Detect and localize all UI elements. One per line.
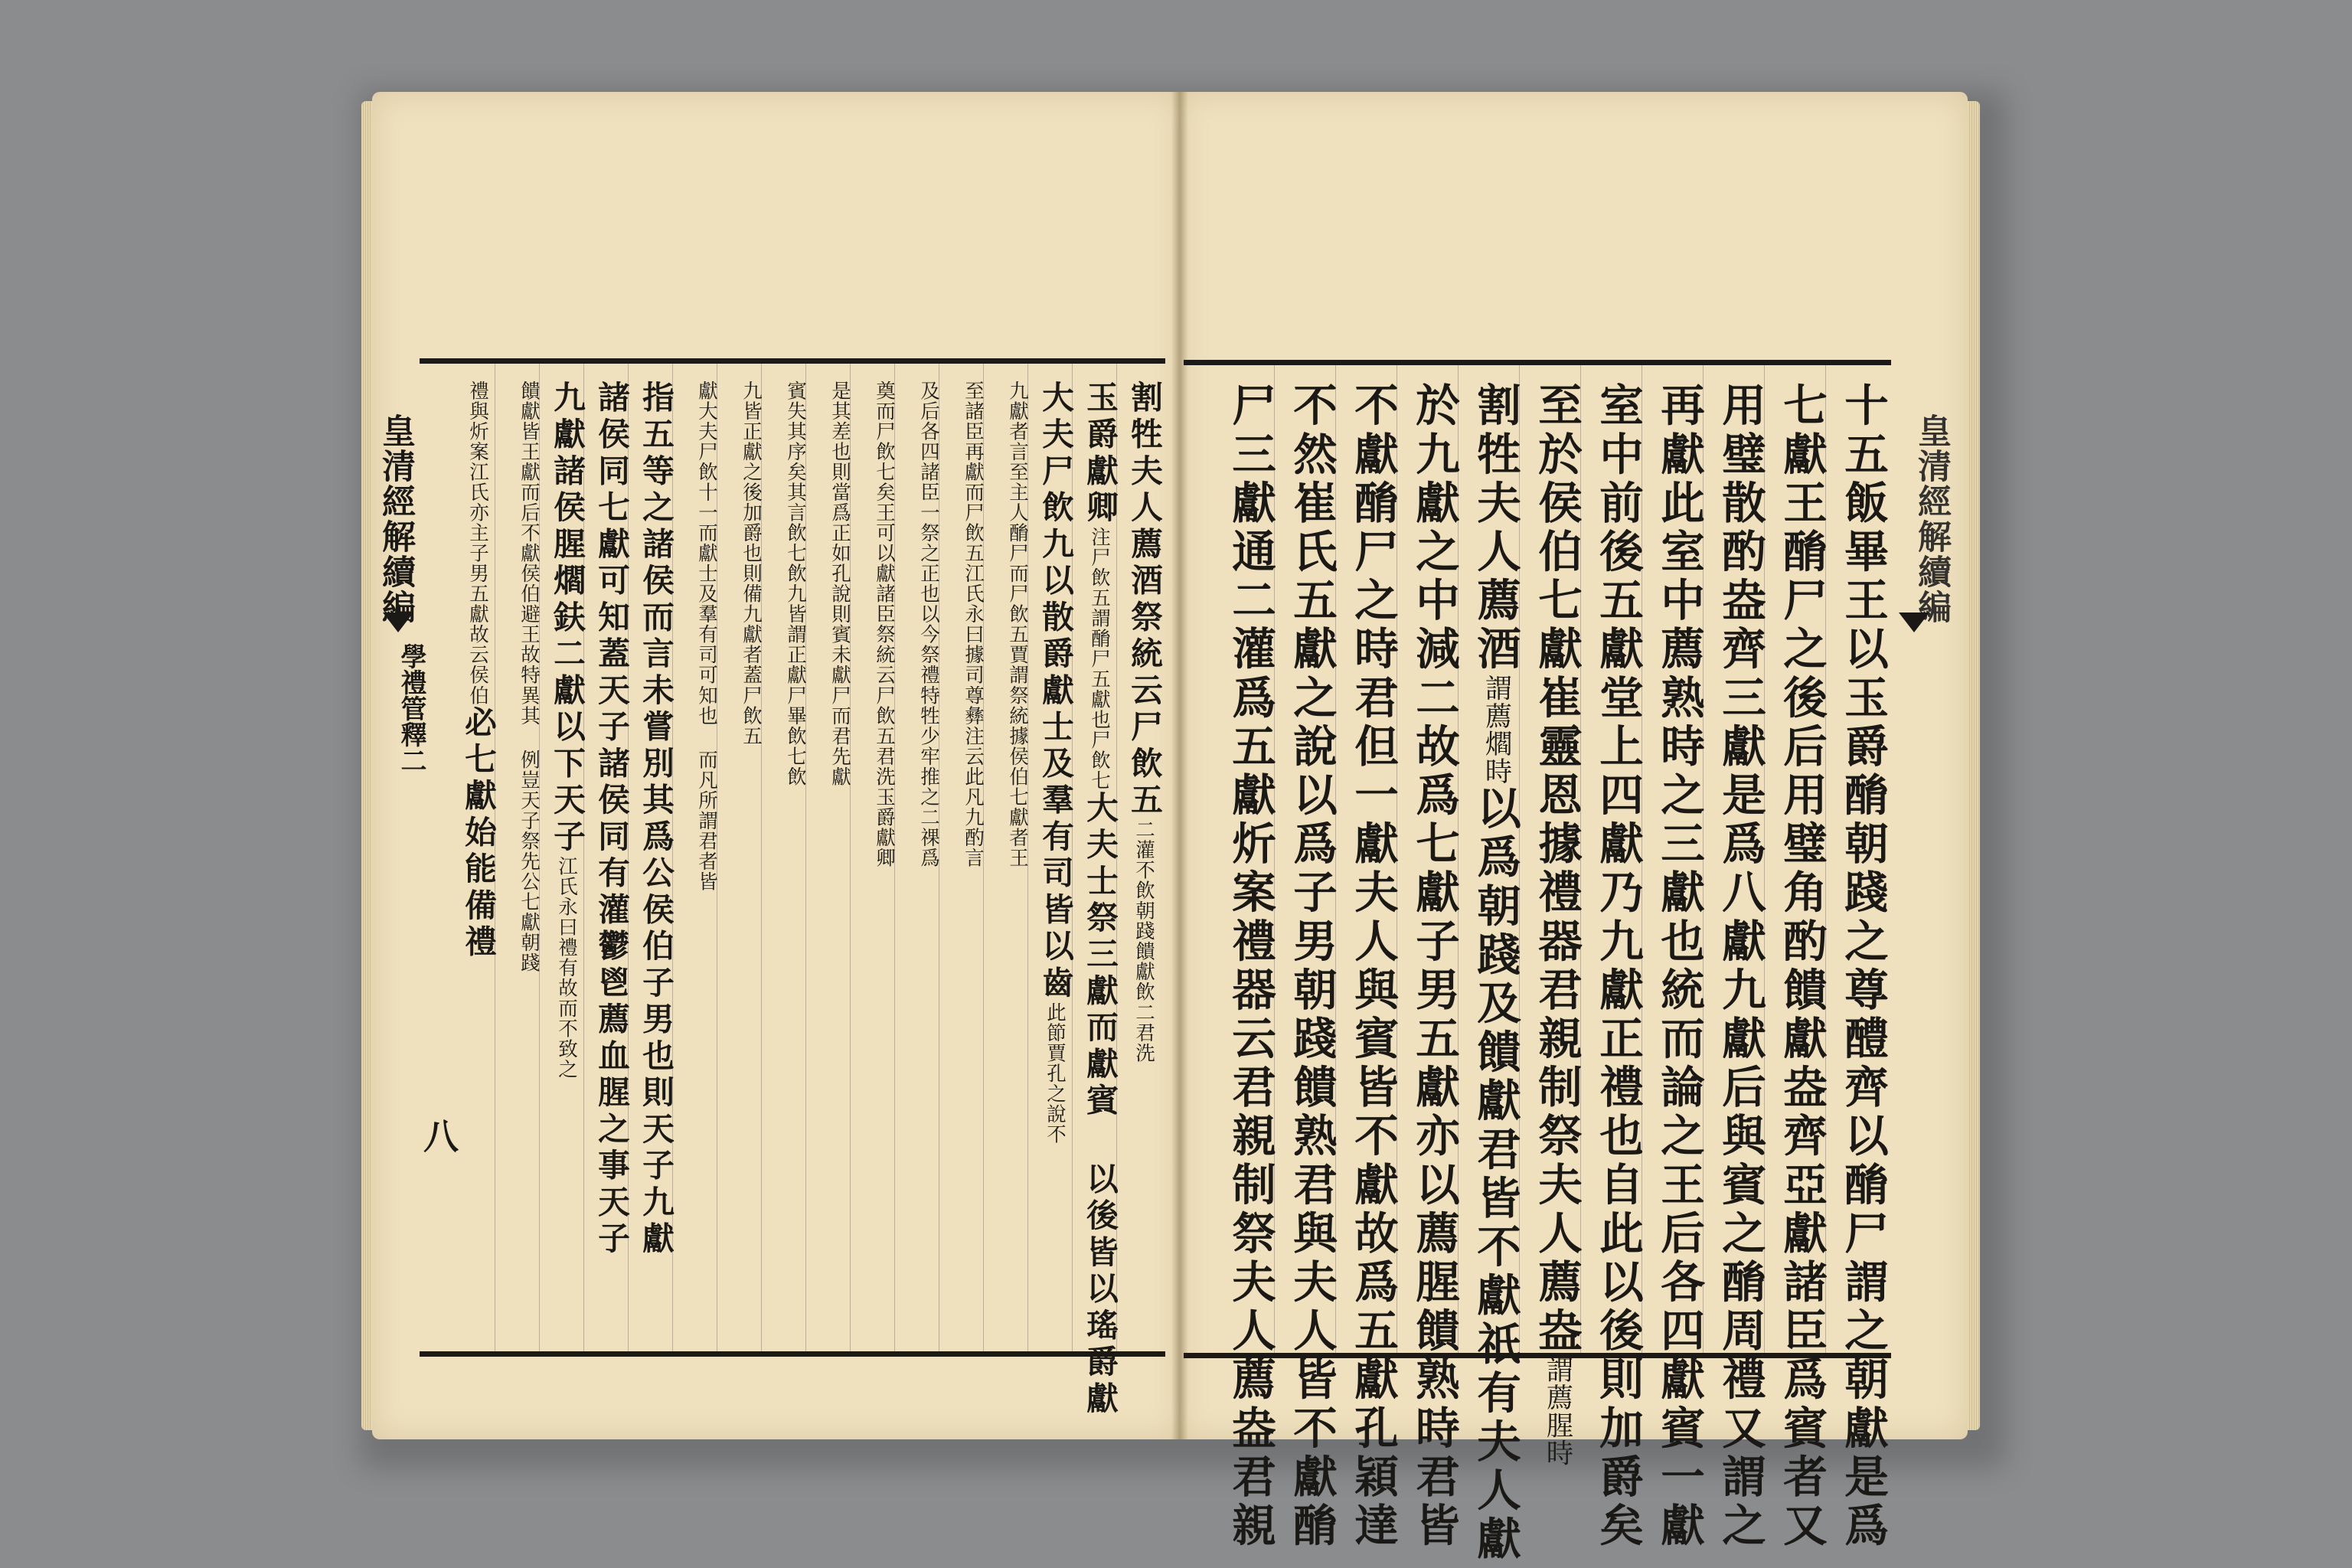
column-tail-text: 大夫士祭三獻而獻賓 以後皆以瑤爵獻 <box>1081 790 1119 1418</box>
main-text: 割牲夫人薦酒祭統云尸飲五 <box>1125 381 1163 820</box>
text-column <box>1396 382 1461 1551</box>
text-column <box>672 381 717 1338</box>
main-text: 不然崔氏五獻之說以爲子男朝踐饋熟君與夫人皆不獻酳 <box>1286 382 1338 1551</box>
main-text: 玉爵獻卿 <box>1081 381 1119 528</box>
right-margin-title: 皇清經解續編 <box>1912 413 1951 625</box>
text-column <box>1027 381 1072 1338</box>
fishtail-mark-icon <box>1899 612 1929 632</box>
column-rule <box>1703 365 1704 1353</box>
main-text: 九獻諸侯腥爓鈇二獻以下天子 <box>548 381 586 856</box>
commentary-text: 九獻者言至主人酳尸而尸飲五賈謂祭統據侯伯七獻者王 <box>1006 381 1029 868</box>
text-column <box>1458 382 1522 1565</box>
text-column <box>539 381 586 1338</box>
text-column <box>1580 382 1645 1551</box>
text-column <box>1642 382 1706 1551</box>
main-text: 用璧散酌盎齊三獻是爲八獻九獻后與賓之酳周禮又謂之 <box>1715 382 1767 1551</box>
text-column <box>1213 382 1277 1551</box>
left-page-number: 八 <box>418 1118 459 1153</box>
column-rule <box>539 364 540 1351</box>
column-rule <box>1764 365 1765 1353</box>
text-column <box>1116 381 1161 1338</box>
text-column <box>894 381 939 1338</box>
commentary-text: 至諸臣再獻而尸飲五江氏永曰據司尊彝注云此凡九酌言 <box>962 381 985 868</box>
column-rule <box>1396 365 1397 1353</box>
main-text: 至於侯伯七獻崔靈恩據禮器君親制祭夫人薦盎 <box>1531 382 1583 1356</box>
column-rule <box>983 364 984 1351</box>
commentary-text: 及后各四諸臣一祭之正也以今祭禮特牲少牢推之二祼爲 <box>917 381 940 868</box>
text-column <box>1825 382 1890 1551</box>
text-column <box>1764 382 1828 1551</box>
text-column <box>583 381 628 1338</box>
column-rule <box>850 364 851 1351</box>
text-column <box>1072 381 1119 1418</box>
column-rule <box>1458 365 1459 1353</box>
commentary-text: 禮與炘案江氏亦主子男五獻故云侯伯 <box>466 381 489 706</box>
left-text-frame <box>420 358 1165 1418</box>
column-rule <box>1274 365 1275 1353</box>
column-rule <box>1519 365 1520 1353</box>
left-margin-subtitle: 學禮管釋二 <box>396 643 426 773</box>
commentary-text: 九皆正獻之後加爵也則備九獻者蓋尸飲五 <box>740 381 763 746</box>
text-column <box>628 381 675 1338</box>
text-column <box>983 381 1027 1338</box>
main-text: 於九獻之中減二故爲七獻子男五獻亦以薦腥饋熟時君皆 <box>1409 382 1461 1551</box>
fishtail-mark-icon <box>383 612 413 632</box>
text-column <box>450 381 495 1338</box>
column-rule <box>894 364 895 1351</box>
main-text: 室中前後五獻堂上四獻乃九獻正禮也自此以後則加爵矣 <box>1592 382 1645 1551</box>
commentary-text: 二灌不飲朝踐饋獻飲二君洗 <box>1132 819 1155 1063</box>
commentary-text: 獻大夫尸飲十一而獻士及羣有司可知也 而凡所謂君者皆 <box>695 381 718 892</box>
left-margin-strip <box>375 413 420 1348</box>
text-column <box>1335 382 1400 1551</box>
commentary-text: 是其差也則當爲正如孔說則賓未獻尸而君先獻 <box>828 381 851 787</box>
main-text: 十五飯畢王以玉爵酳朝踐之尊醴齊以酳尸謂之朝獻是爲 <box>1838 382 1890 1551</box>
right-text-frame <box>1184 360 1891 1565</box>
text-column <box>1703 382 1767 1551</box>
commentary-text: 賓失其序矣其言飲七飲九皆謂正獻尸畢飲七飲 <box>784 381 807 787</box>
main-text: 指五等之諸侯而言未嘗別其爲公侯伯子男也則天子九獻 <box>637 381 675 1259</box>
column-rule <box>1027 364 1028 1351</box>
column-rule <box>1072 364 1073 1351</box>
commentary-text: 注尸飲五謂酳尸五獻也尸飲七 <box>1088 527 1111 791</box>
column-rule <box>1335 365 1336 1353</box>
column-rule <box>1580 365 1581 1353</box>
text-column <box>939 381 983 1338</box>
commentary-text: 此節賈孔之說不 <box>1044 1001 1067 1145</box>
column-rule <box>805 364 806 1351</box>
text-column <box>495 381 539 1338</box>
right-margin-strip <box>1911 413 1955 1348</box>
column-rule <box>1825 365 1826 1353</box>
text-column <box>805 381 850 1338</box>
main-text: 再獻此室中薦熟時之三獻也統而論之王后各四獻賓一獻 <box>1654 382 1706 1551</box>
column-rule <box>672 364 673 1351</box>
main-text: 不獻酳尸之時君但一獻夫人與賓皆不獻故爲五獻孔穎達 <box>1348 382 1400 1551</box>
column-rule <box>583 364 584 1351</box>
text-column <box>850 381 894 1338</box>
column-tail-text: 必七獻始能備禮 <box>459 705 497 962</box>
text-column <box>1274 382 1338 1551</box>
text-column <box>717 381 761 1338</box>
column-rule <box>761 364 762 1351</box>
left-margin-title: 皇清經解續編 <box>376 413 415 625</box>
main-text: 割牲夫人薦酒 <box>1470 382 1522 675</box>
main-text: 七獻王酳尸之後后用璧角酌饋獻盎齊亞獻諸臣爲賓者又 <box>1776 382 1828 1551</box>
column-rule <box>1116 364 1117 1351</box>
text-column <box>761 381 805 1338</box>
commentary-text: 謂薦爓時 <box>1481 674 1512 786</box>
text-column <box>1519 382 1583 1467</box>
column-rule <box>628 364 629 1351</box>
main-text: 諸侯同七獻可知蓋天子諸侯同有灌鬱鬯薦血腥之事天子 <box>593 381 630 1259</box>
commentary-text: 謂薦腥時 <box>1542 1356 1573 1467</box>
column-tail-text: 以爲朝踐及饋獻君皆不獻祇有夫人獻 <box>1470 785 1522 1565</box>
commentary-text: 江氏永曰禮有故而不致之 <box>555 855 578 1080</box>
commentary-text: 饋獻皆王獻而后不獻侯伯避王故特異其 例豈天子祭先公七獻朝踐 <box>518 381 541 973</box>
commentary-text: 奠而尸飲七矣王可以獻諸臣祭統云尸飲五君洗玉爵獻卿 <box>873 381 896 868</box>
main-text: 尸三獻通二灌爲五獻炘案禮器云君親制祭夫人薦盎君親 <box>1225 382 1277 1551</box>
main-text: 大夫尸飲九以散爵獻士及羣有司皆以齒 <box>1037 381 1074 1002</box>
